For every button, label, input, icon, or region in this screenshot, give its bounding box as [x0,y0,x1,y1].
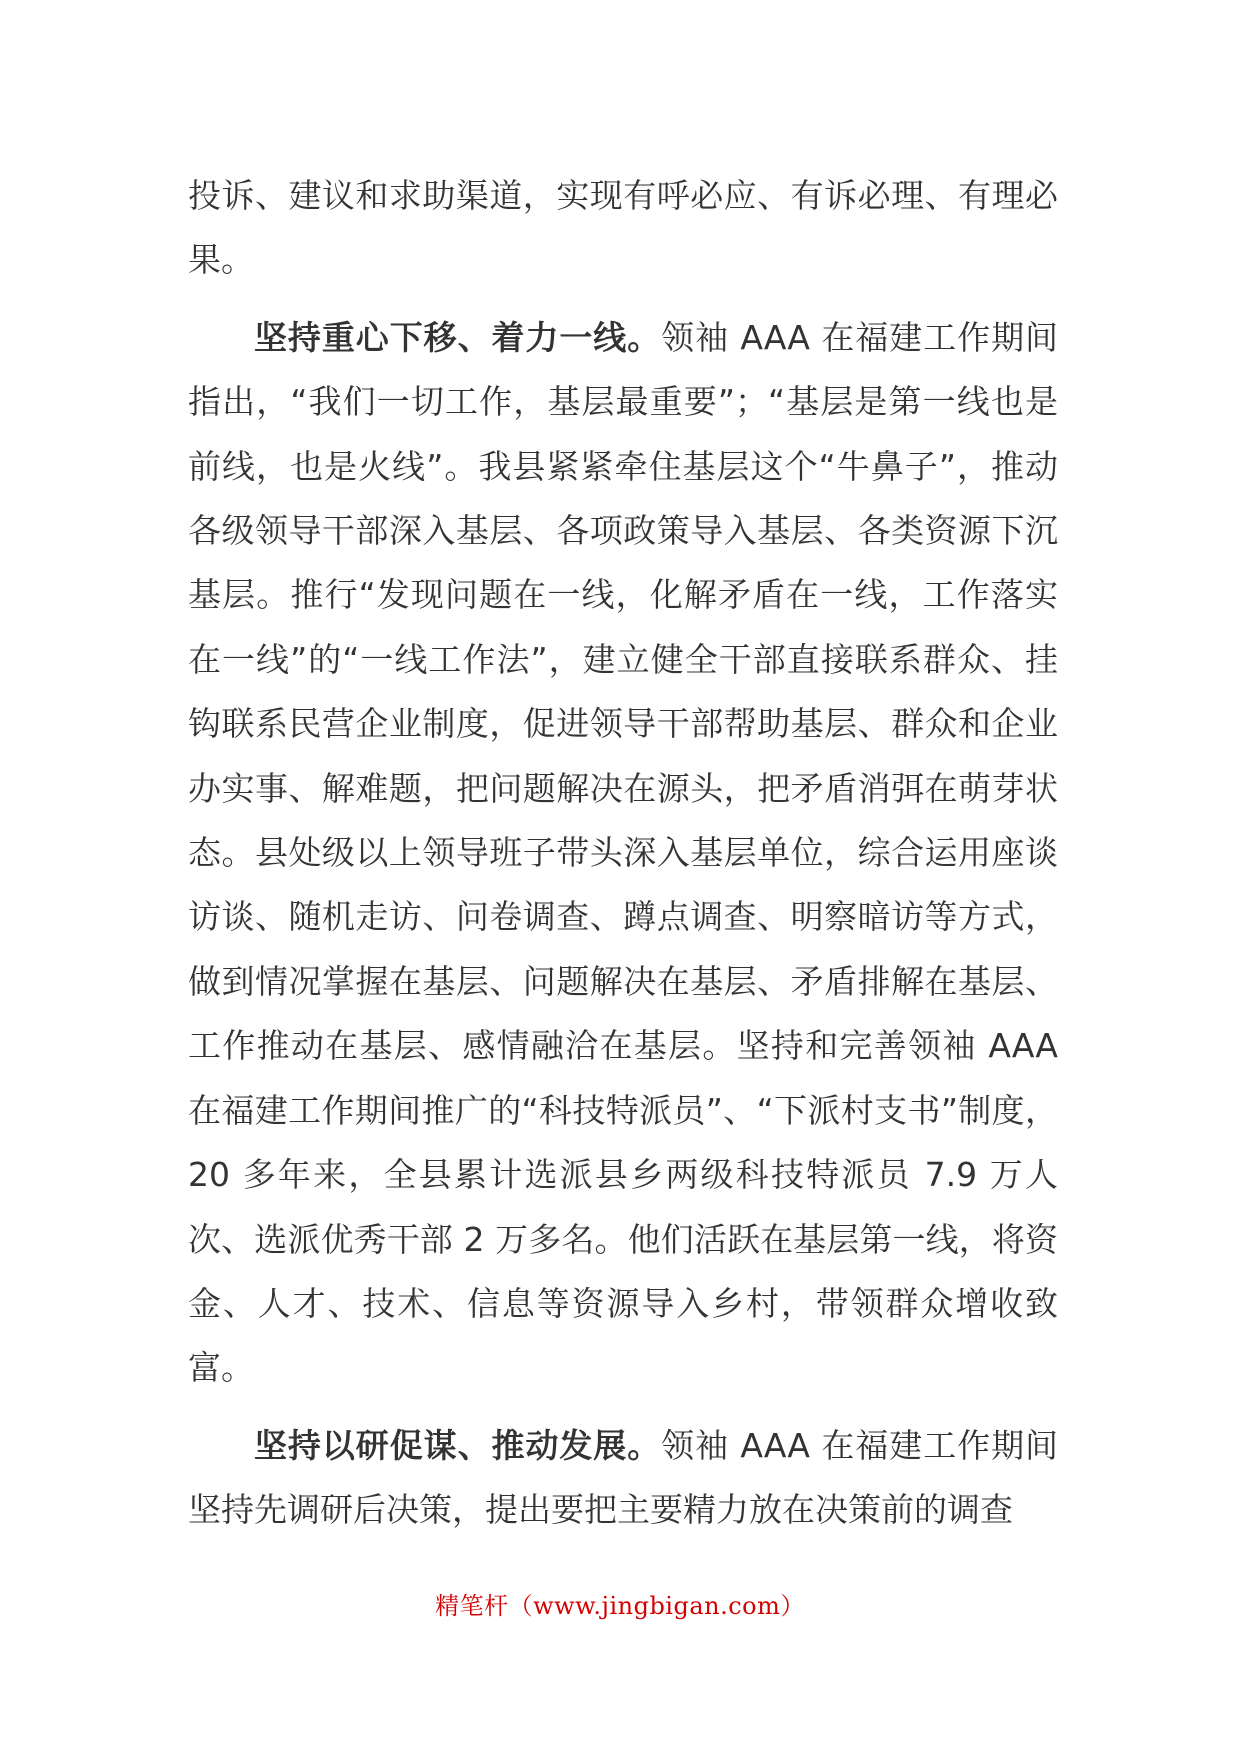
paragraph-grassroots [188,306,1058,1401]
paragraph-text: 投诉、建议和求助渠道，实现有呼必应、有诉必理、有理必果。 [188,176,1058,280]
document-body [188,164,1058,1543]
paragraph-text: 领袖 AAA 在福建工作期间坚持先调研后决策，提出要把主要精力放在决策前的调查 [188,1425,1058,1530]
paragraph-continuation [188,164,1058,293]
paragraph-lead: 坚持以研促谋、推动发展。 [254,1425,662,1465]
paragraph-research [188,1414,1058,1543]
paragraph-text: 领袖 AAA 在福建工作期间指出，“我们一切工作，基层最重要”；“基层是第一线也是前线，也是火线”。我县紧紧牵住基层这个“牛鼻子”，推动各级领导干部深入基层、各项政策导入基层、各类资源下沉基层。推行“发现问题在一线，化解矛盾在一线，工作落实在一线”的“一线工作法”，建立健全干部直接联系群众、挂钩联系民营企业制度，促进领导干部帮助基层、群众和企业办实事、解难题，把问题解决在源头，把矛盾消弭在萌芽状态。县处级以上领导班子带头深入基层单位，综合运用座谈访谈、随机走访、问卷调查、蹲点调查、明察暗访等方式，做到情况掌握在基层、问题解决在基层、矛盾排解在基层、工作推动在基层、感情融洽在基层。坚持和完善领袖 AAA 在福建工作期间推广的“科技特派员”、“下派村支书”制度，20 多年来，全县累计选派县乡两级科技特派员 7.9 万人次、选派优秀干部 2 万多名。他们活跃在基层第一线，将资金、人才、技术、信息等资源导入乡村，带领群众增收致富。 [188,317,1058,1388]
paragraph-lead: 坚持重心下移、着力一线。 [254,317,662,357]
footer-watermark-link[interactable]: 精笔杆（www.jingbigan.com） [435,1592,805,1620]
